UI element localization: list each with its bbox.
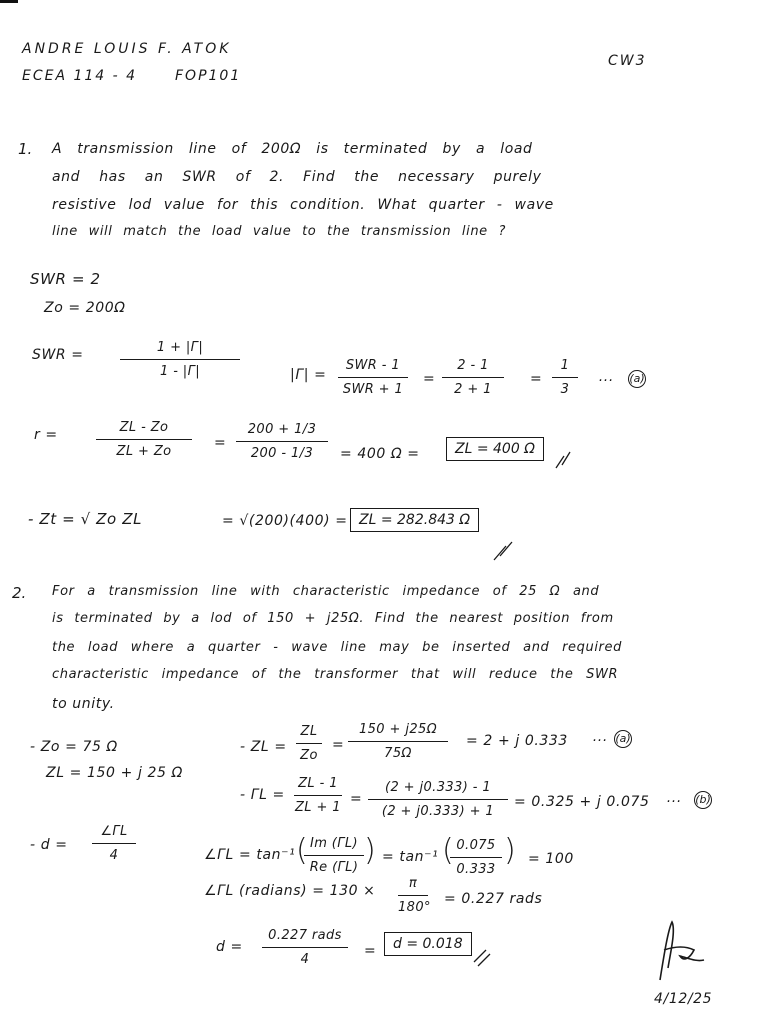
r-denominator-2: 200 - 1/3 [250, 446, 314, 461]
problem1-line: and has an SWR of 2. Find the necessary purely [52, 169, 542, 185]
r-label: r = [34, 427, 58, 443]
corner-mark [0, 0, 18, 3]
zl-tag: (a) [614, 730, 632, 748]
problem2-line: the load where a quarter - wave line may be inserted and required [52, 640, 622, 655]
swr-numerator: 1 + |Γ| [156, 340, 204, 355]
gamma-numerator-3: 1 [560, 358, 570, 373]
zl-fraction [296, 724, 322, 763]
course-code: ECEA 114 - 4 [22, 68, 138, 84]
r-numerator: ZL - Zo [119, 420, 169, 435]
gl-fraction-2 [368, 780, 508, 819]
answer-zl-box: ZL = 400 Ω [446, 437, 544, 461]
gl-numerator: ZL - 1 [298, 776, 338, 791]
angle-denominator: Re (ΓL) [309, 860, 359, 875]
angle-mid: = tan⁻¹ [382, 849, 439, 865]
gamma-denominator-3: 3 [560, 382, 570, 397]
d-numerator: ∠ΓL [100, 824, 128, 839]
answer-zt-box: ZL = 282.843 Ω [350, 508, 479, 532]
problem2-line: is terminated by a lod of 150 + j25Ω. Find the nearest position from [52, 611, 614, 626]
zl-denominator: Zo [300, 748, 318, 763]
d2-numerator: 0.227 rads [268, 928, 342, 943]
d-label: - d = [30, 837, 68, 853]
given-zl-2: ZL = 150 + j 25 Ω [46, 765, 183, 781]
angle-result: = 100 [528, 851, 574, 867]
gamma-denominator: SWR + 1 [342, 382, 404, 397]
problem2-number: 2. [12, 584, 27, 602]
angle-numerator: Im (ΓL) [309, 836, 359, 851]
given-z0: Zo = 200Ω [44, 300, 126, 316]
zt-formula: - Zt = √ Zo ZL [28, 510, 143, 528]
zl-fraction-2 [348, 722, 448, 761]
radians-fraction [398, 876, 431, 915]
gamma-numerator: SWR - 1 [345, 358, 401, 373]
problem2-line: characteristic impedance of the transformer that will reduce the SWR [52, 667, 619, 682]
angle-label: ∠ΓL = tan⁻¹ [204, 847, 296, 863]
problem1-line: resistive lod value for this condition. What quarter - wave [52, 197, 554, 213]
d-fraction [92, 824, 136, 863]
problem1-line: line will match the load value to the transmission line ? [52, 224, 506, 239]
given-swr: SWR = 2 [30, 270, 101, 288]
gl-result: = 0.325 + j 0.075 [514, 794, 650, 810]
angle-denominator-2: 0.333 [456, 862, 496, 877]
d2-label: d = [216, 939, 243, 955]
gl-label: - ΓL = [240, 787, 285, 803]
swr-denominator: 1 - |Γ| [159, 364, 201, 379]
problem1-line: A transmission line of 200Ω is terminated by a load [52, 141, 533, 157]
radians-denominator: 180° [398, 900, 431, 915]
gamma-equals: = [423, 371, 436, 387]
d2-equals: = [364, 943, 377, 959]
r-numerator-2: 200 + 1/3 [247, 422, 317, 437]
swr-label: SWR = [32, 347, 84, 363]
gl-fraction [294, 776, 342, 815]
gamma-numerator-2: 2 - 1 [457, 358, 489, 373]
answer-d-box: d = 0.018 [384, 932, 472, 956]
zl-numerator: ZL [300, 724, 318, 739]
zl-label: - ZL = [240, 739, 287, 755]
angle-numerator-2: 0.075 [456, 838, 496, 853]
problem1-number: 1. [18, 140, 33, 158]
gl-tag: (b) [694, 791, 712, 809]
r-value: = 400 Ω = [340, 446, 420, 462]
signature-date: 4/12/25 [654, 991, 713, 1007]
classwork-tag: CW3 [608, 53, 647, 69]
problem2-line: For a transmission line with characteristic impedance of 25 Ω and [52, 584, 600, 599]
angle-fraction-2 [450, 838, 502, 877]
radians-numerator: π [408, 876, 418, 891]
given-z0-2: - Zo = 75 Ω [30, 739, 118, 755]
student-name: ANDRE LOUIS F. ATOK [22, 41, 232, 57]
gamma-fraction-3 [552, 358, 578, 397]
gamma-fraction [338, 358, 408, 397]
r-fraction [96, 420, 192, 459]
r-denominator: ZL + Zo [116, 444, 172, 459]
worksheet-page: ANDRE LOUIS F. ATOK ECEA 114 - 4 FOP101 CW3 1. A transmission line of 200Ω is terminated by a load and has an SWR of 2. Find the necessary purely resistive lod value for this condition. What quarter - wave line will match the load value to the transmission line ? SWR = 2 Zo = 200Ω SWR = 1 + |Γ| 1 - |Γ| |Γ| = SWR - 1 SWR + 1 = 2 - 1 2 + 1 = 1 3 ··· (a) r = ZL - Zo ZL + Zo = 200 + 1/3 200 - 1/3 = 400 Ω = ZL = 400 Ω - Zt = √ Zo ZL = √(200)(400) = ZL = 282.843 Ω 2. For a transmission line with characteristic impedance of 25 Ω and is terminated by a lod of 150 + j25Ω. Find the nearest position from the load where a quarter - wave line may be inserted and required characteristic impedance of the transformer that will reduce the SWR to unity. - Zo = 75 Ω ZL = 150 + j 25 Ω - ZL = ZL Zo = 150 + j25Ω 75Ω = 2 + j 0.333 ··· (a) - ΓL = ZL - 1 ZL + 1 = (2 + j0.333) - 1 (2 + j0.333) + 1 = 0.325 + j 0.075 ··· (b) - d = ∠ΓL 4 ∠ΓL = tan⁻¹ ( Im (ΓL) Re (ΓL) ) = tan⁻¹ ( 0.075 0.333 ) = 100 ∠ΓL (radians) = 130 × π 180° = 0.227 rads d = 0.227 rads 4 = d = 0.018 4/12/25 [0, 0, 768, 1024]
gl-denominator-2: (2 + j0.333) + 1 [381, 804, 495, 819]
d2-fraction [262, 928, 348, 967]
gl-numerator-2: (2 + j0.333) - 1 [384, 780, 492, 795]
gamma-denominator-2: 2 + 1 [454, 382, 492, 397]
gamma-label: |Γ| = [290, 367, 327, 383]
angle-fraction [304, 836, 364, 875]
radians-result: = 0.227 rads [444, 891, 543, 907]
zl-denominator-2: 75Ω [384, 746, 412, 761]
d2-denominator: 4 [300, 952, 310, 967]
gamma-tag: (a) [628, 370, 646, 388]
section-code: FOP101 [175, 68, 242, 84]
gl-denominator: ZL + 1 [295, 800, 341, 815]
radians-line: ∠ΓL (radians) = 130 × [204, 883, 376, 899]
problem2-line: to unity. [52, 696, 115, 712]
zl-result: = 2 + j 0.333 [466, 733, 568, 749]
d-denominator: 4 [109, 848, 119, 863]
gamma-fraction-2 [442, 358, 504, 397]
swr-fraction [120, 340, 240, 379]
zt-substitution: = √(200)(400) = [222, 513, 348, 529]
zl-numerator-2: 150 + j25Ω [358, 722, 438, 737]
r-fraction-2 [236, 422, 328, 461]
